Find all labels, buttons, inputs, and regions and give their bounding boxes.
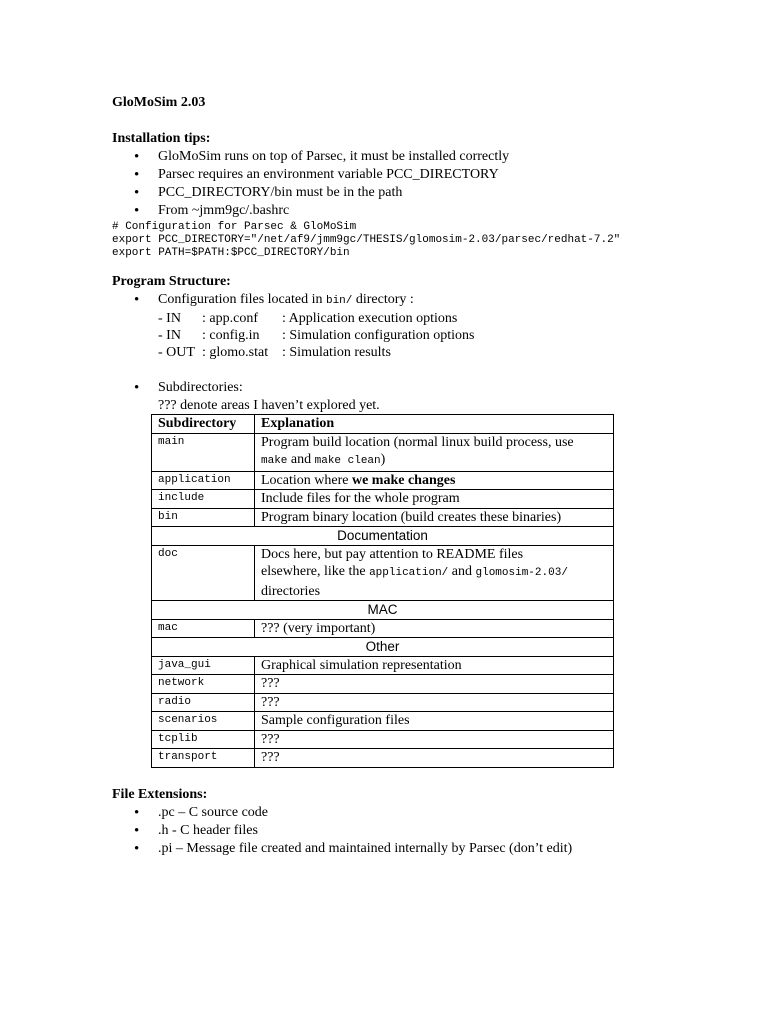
subdirectory-name: application [152, 471, 255, 490]
subdirectory-name: include [152, 490, 255, 509]
table-header-row [152, 415, 614, 434]
table-row [152, 693, 614, 712]
file-description: : Application execution options [282, 311, 458, 326]
list-item: • Subdirectories: [112, 379, 672, 397]
config-file-row [112, 344, 672, 361]
file-description: : Simulation results [282, 345, 391, 360]
subdirectory-explanation: ??? [255, 730, 614, 749]
explanation-text: elsewhere, like the [261, 564, 370, 579]
subdirectory-name: tcplib [152, 730, 255, 749]
config-text-end: directory : [352, 292, 414, 307]
config-code: bin/ [325, 295, 353, 307]
list-item-text: PCC_DIRECTORY/bin must be in the path [158, 185, 403, 200]
subdirectory-name: network [152, 675, 255, 694]
explanation-text: and [287, 452, 315, 467]
subdirectory-explanation: Include files for the whole program [255, 490, 614, 509]
file-name: : glomo.stat [202, 345, 269, 360]
bashrc-code-block [112, 221, 672, 260]
list-item: • From ~jmm9gc/.bashrc [112, 202, 672, 220]
subdirectory-name: radio [152, 693, 255, 712]
subdirectory-explanation [255, 545, 614, 601]
column-header: Subdirectory [152, 415, 255, 434]
document-title: GloMoSim 2.03 [112, 95, 206, 110]
inline-code: glomosim-2.03/ [475, 567, 568, 579]
document-page [112, 90, 672, 858]
file-name: : app.conf [202, 311, 258, 326]
subdirectory-explanation: Graphical simulation representation [255, 656, 614, 675]
list-item [112, 166, 672, 184]
file-extensions-heading: File Extensions: [112, 786, 208, 802]
explanation-text: ) [380, 452, 386, 467]
inline-code: make [261, 455, 288, 467]
subdirectory-explanation [255, 471, 614, 490]
subdirectory-explanation: ??? [255, 749, 614, 768]
list-item: • .pc – C source code [112, 804, 672, 822]
table-group-row [152, 638, 614, 657]
subdirectory-explanation: Program binary location (build creates these binaries) [255, 508, 614, 527]
subdirectory-name: main [152, 433, 255, 471]
table-row [152, 730, 614, 749]
table-row [152, 490, 614, 509]
group-label: Other [152, 638, 614, 657]
config-files-list [112, 310, 672, 361]
file-extensions-list [112, 804, 672, 858]
table-group-row [152, 601, 614, 620]
subdirectory-name: transport [152, 749, 255, 768]
structure-list [112, 291, 672, 310]
subdirectory-name: java_gui [152, 656, 255, 675]
list-item: • GloMoSim runs on top of Parsec, it must be installed correctly [112, 148, 672, 166]
subdirectory-name: doc [152, 545, 255, 601]
subdirectory-explanation: Sample configuration files [255, 712, 614, 731]
installation-heading: Installation tips: [112, 131, 211, 146]
table-row [152, 545, 614, 601]
table-row [152, 471, 614, 490]
table-row [152, 619, 614, 638]
file-direction: - IN [158, 328, 181, 343]
subdirectory-explanation: ??? [255, 675, 614, 694]
program-structure-heading: Program Structure: [112, 274, 231, 289]
subdirectory-name: scenarios [152, 712, 255, 731]
subdirectory-name: bin [152, 508, 255, 527]
list-item-text: Parsec requires an environment variable PCC_DIRECTORY [158, 167, 499, 182]
group-label: MAC [152, 601, 614, 620]
file-direction: - IN [158, 311, 181, 326]
table-row [152, 675, 614, 694]
explanation-text: and [448, 564, 476, 579]
table-group-row [152, 527, 614, 546]
file-direction: - OUT [158, 345, 195, 360]
list-item: • .h - C header files [112, 822, 672, 840]
subdirectory-explanation: ??? [255, 693, 614, 712]
subdirectories-list [112, 379, 672, 397]
table-row [152, 433, 614, 471]
config-file-row [112, 327, 672, 344]
table-row [152, 712, 614, 731]
config-file-row [112, 310, 672, 327]
emphasis-text: we make changes [351, 472, 456, 488]
subdirectory-name: mac [152, 619, 255, 638]
code-line: export PCC_DIRECTORY="/net/af9/jmm9gc/THESIS/glomosim-2.03/parsec/redhat-7.2" [112, 234, 621, 246]
file-name: : config.in [202, 328, 260, 343]
subdirectory-explanation: ??? (very important) [255, 619, 614, 638]
table-row [152, 749, 614, 768]
list-item [112, 184, 672, 202]
installation-list [112, 148, 672, 220]
explanation-text: directories [261, 583, 321, 599]
list-item [112, 291, 672, 310]
subdirectories-note: ??? denote areas I haven’t explored yet. [158, 398, 380, 413]
code-line: # Configuration for Parsec & GloMoSim [112, 221, 357, 233]
config-text: Configuration files located in [158, 292, 326, 307]
file-description: : Simulation configuration options [282, 328, 475, 343]
group-label: Documentation [152, 527, 614, 546]
inline-code: make clean [314, 455, 381, 467]
explanation-text: Location where [261, 472, 352, 488]
explanation-text: Program build location (normal linux build process, use [261, 434, 574, 450]
table-row [152, 508, 614, 527]
table-row [152, 656, 614, 675]
column-header: Explanation [255, 415, 614, 434]
subdirectory-table [151, 414, 614, 768]
explanation-text: Docs here, but pay attention to README files [261, 546, 524, 562]
code-line: export PATH=$PATH:$PCC_DIRECTORY/bin [112, 247, 350, 259]
inline-code: application/ [369, 567, 449, 579]
subdirectory-explanation [255, 433, 614, 471]
list-item: • .pi – Message file created and maintained internally by Parsec (don’t edit) [112, 840, 672, 858]
